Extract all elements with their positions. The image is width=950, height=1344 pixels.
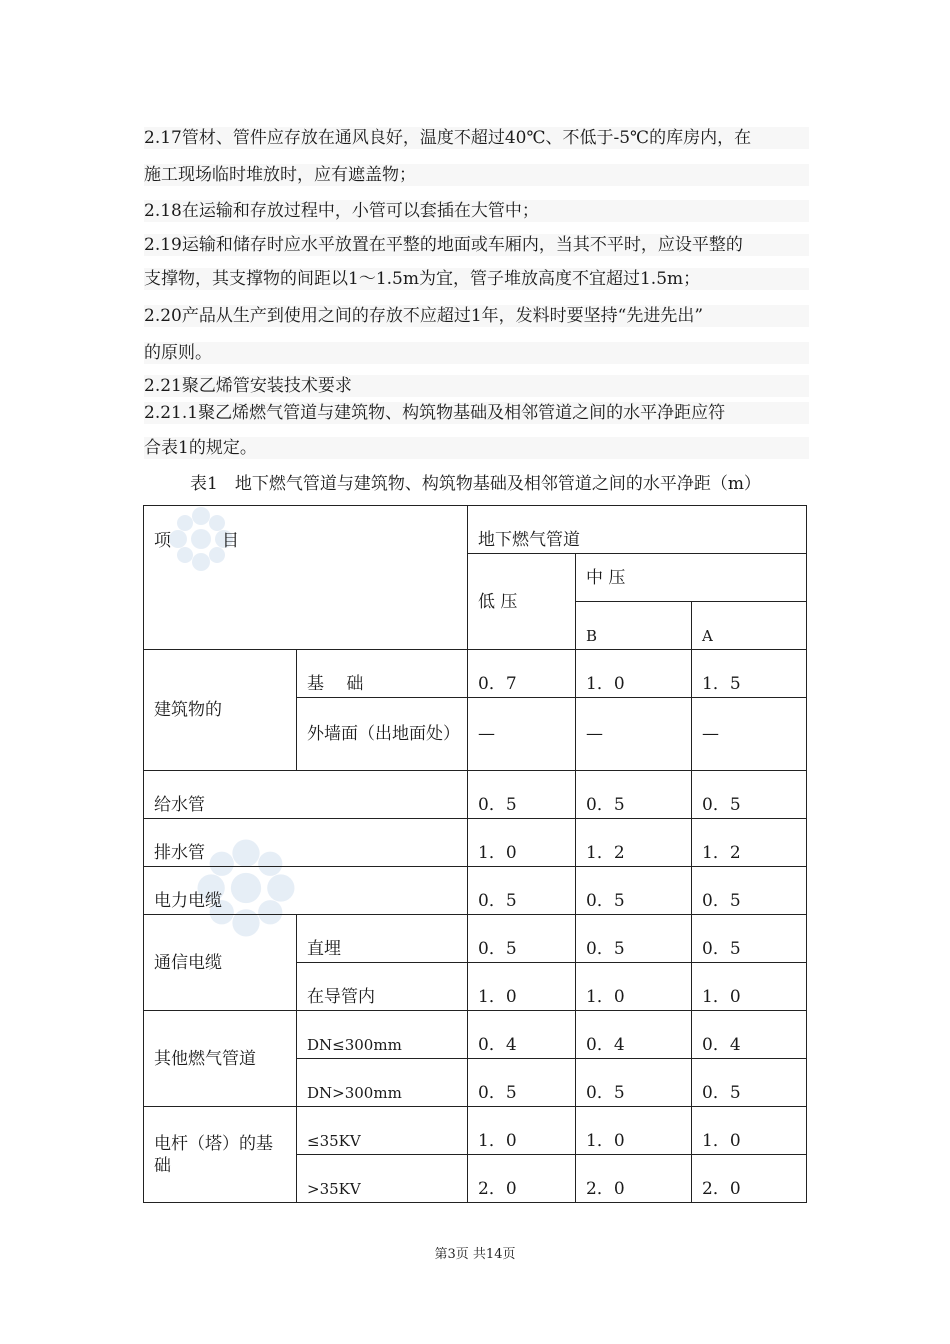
table-cell: 2．0 (468, 1155, 576, 1203)
table-cell: — (692, 698, 807, 771)
table-cell: 1．0 (692, 1107, 807, 1155)
row-kv-gt-35-label: >35KV (297, 1155, 468, 1203)
table-caption: 表1 地下燃气管道与建筑物、构筑物基础及相邻管道之间的水平净距（m） (190, 474, 761, 494)
row-drainage-label: 排水管 (144, 819, 468, 867)
table-cell: 0．5 (692, 771, 807, 819)
table-cell: 0．5 (468, 771, 576, 819)
row-in-conduit-label: 在导管内 (297, 963, 468, 1011)
row-power-cable-label: 电力电缆 (144, 867, 468, 915)
table-cell: 1．2 (692, 819, 807, 867)
paragraph-line: 合表1的规定。 (144, 437, 809, 459)
table-cell: 1．0 (576, 1107, 692, 1155)
row-foundation-label: 基 础 (297, 650, 468, 698)
row-other-gas-label: 其他燃气管道 (144, 1011, 297, 1107)
header-medium-a: A (692, 602, 807, 650)
paragraph-line: 2.21.1聚乙烯燃气管道与建筑物、构筑物基础及相邻管道之间的水平净距应符 (144, 402, 809, 424)
table-cell: 0．5 (576, 771, 692, 819)
table-cell: 0．5 (692, 867, 807, 915)
row-kv-le-35-label: ≤35KV (297, 1107, 468, 1155)
table-cell: 0．5 (468, 915, 576, 963)
header-low-pressure: 低 压 (468, 554, 576, 650)
table-cell: 1．0 (468, 1107, 576, 1155)
paragraph-line: 的原则。 (144, 342, 809, 364)
header-item-cell: 项 目 (144, 506, 468, 650)
table-cell: 2．0 (692, 1155, 807, 1203)
table-cell: 0．5 (468, 867, 576, 915)
table-cell: 1．0 (468, 819, 576, 867)
table-cell: 0．4 (576, 1011, 692, 1059)
table-cell: 1．0 (576, 650, 692, 698)
table-cell: 0．5 (692, 1059, 807, 1107)
table-cell: 1．0 (468, 963, 576, 1011)
header-medium-b: B (576, 602, 692, 650)
row-outer-wall-label: 外墙面（出地面处） (297, 698, 468, 771)
table-cell: 0．7 (468, 650, 576, 698)
paragraph-line: 2.17管材、管件应存放在通风良好，温度不超过40℃、不低于-5℃的库房内，在 (144, 127, 809, 149)
paragraph-line: 2.19运输和储存时应水平放置在平整的地面或车厢内，当其不平时，应设平整的 (144, 234, 809, 256)
table-cell: — (468, 698, 576, 771)
row-direct-burial-label: 直埋 (297, 915, 468, 963)
table-cell: 1．0 (692, 963, 807, 1011)
table-cell: 0．4 (468, 1011, 576, 1059)
row-dn-gt-300-label: DN>300mm (297, 1059, 468, 1107)
header-group-cell: 地下燃气管道 (468, 506, 807, 554)
paragraph-line: 施工现场临时堆放时，应有遮盖物； (144, 164, 809, 186)
row-building-label: 建筑物的 (144, 650, 297, 771)
paragraph-line: 支撑物，其支撑物的间距以1～1.5m为宜，管子堆放高度不宜超过1.5m； (144, 268, 809, 290)
table-cell: 1．0 (576, 963, 692, 1011)
row-comm-cable-label: 通信电缆 (144, 915, 297, 1011)
page-footer: 第3页 共14页 (434, 1247, 516, 1262)
table-cell: 0．5 (576, 867, 692, 915)
row-dn-le-300-label: DN≤300mm (297, 1011, 468, 1059)
table-cell: 0．5 (468, 1059, 576, 1107)
table-cell: 0．4 (692, 1011, 807, 1059)
header-medium-pressure: 中 压 (576, 554, 807, 602)
table-cell: — (576, 698, 692, 771)
distance-table (143, 505, 807, 1203)
table-cell: 1．5 (692, 650, 807, 698)
table-cell: 0．5 (576, 1059, 692, 1107)
table-cell: 0．5 (692, 915, 807, 963)
paragraph-line: 2.21聚乙烯管安装技术要求 (144, 375, 809, 397)
paragraph-line: 2.20产品从生产到使用之间的存放不应超过1年，发料时要坚持“先进先出” (144, 305, 809, 327)
row-water-supply-label: 给水管 (144, 771, 468, 819)
row-pole-label: 电杆（塔）的基础 (144, 1107, 297, 1203)
table-cell: 2．0 (576, 1155, 692, 1203)
paragraph-line: 2.18在运输和存放过程中，小管可以套插在大管中； (144, 200, 809, 222)
table-cell: 0．5 (576, 915, 692, 963)
table-cell: 1．2 (576, 819, 692, 867)
